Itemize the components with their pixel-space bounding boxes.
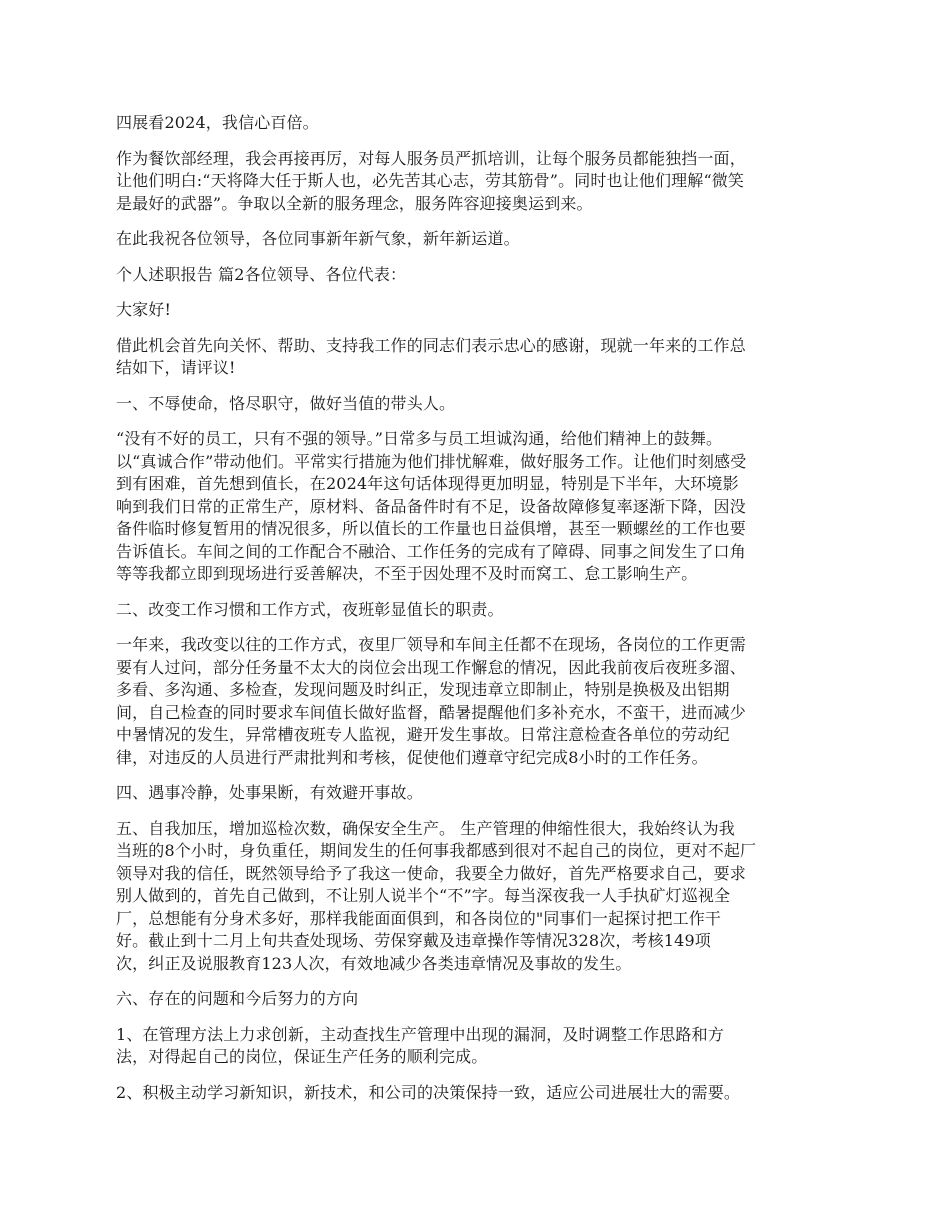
section-heading-4: 四、遇事冷静，处事果断，有效避开事故。: [116, 783, 423, 802]
paragraph-greeting: 大家好!: [116, 300, 172, 319]
document-body: [116, 112, 836, 1117]
section-heading-2: 二、改变工作习惯和工作方式，夜班彰显值长的职责。: [116, 599, 504, 619]
section-heading-6: 六、存在的问题和今后努力的方向: [116, 989, 359, 1008]
paragraph-manager-plan: 作为餐饮部经理，我会再接再厉，对每人服务员严抓培训，让每个服务员都能独挡一面， 让他们明白:“天将降大任于斯人也，必先苦其心志，劳其筋骨”。同时也让他们理解“微笑 是最好的武器”。争取以全新的服务理念，服务阵容迎接奥运到来。: [116, 148, 746, 213]
list-item-2: 2、积极主动学习新知识，新技术，和公司的决策保持一致，适应公司进展壮大的需要。: [116, 1082, 741, 1102]
section-heading-1: 一、不辱使命，恪尽职守，做好当值的带头人。: [116, 393, 456, 413]
paragraph-outlook: 四展看2024，我信心百倍。: [116, 113, 319, 132]
paragraph-section-5: 五、自我加压，增加巡检次数，确保安全生产。 生产管理的伸缩性很大，我始终认为我 当班的8个小时，身负重任，期间发生的任何事我都感到很对不起自己的岗位，更对不起厂 领导对我的信任，既然领导给予了我这一使命，我要全力做好，首先严格要求自己，要求 别人做到的，首先自己做到，不让别人说半个“不”字。每当深夜我一人手执矿灯巡视全 厂，总想能有分身术多好，那样我能面面俱到，和各岗位的"同事们一起探讨把工作干 好。截止到十二月上旬共查处现场、劳保穿戴及违章操作等情况328次，考核149项 次，纠正及说服教育123人次，有效地减少各类违章情况及事故的发生。: [116, 818, 757, 973]
paragraph-section-2: 一年来，我改变以往的工作方式，夜里厂领导和车间主任都不在现场，各岗位的工作更需 要有人过问，部分任务量不太大的岗位会出现工作懈怠的情况，因此我前夜后夜班多溜、 多看、多沟通、多检查，发现问题及时纠正，发现违章立即制止，特别是换极及出铝期 间，自己检查的同时要求车间值长做好监督，酷暑提醒他们多补充水，不蛮干，进而减少 中暑情况的发生，异常槽夜班专人监视，避开发生事故。日常注意检查各单位的劳动纪 律，对违反的人员进行严肃批判和考核，促使他们遵章守纪完成8小时的工作任务。: [116, 635, 746, 767]
paragraph-new-year-wish: 在此我祝各位领导，各位同事新年新气象，新年新运道。: [116, 229, 520, 248]
paragraph-thanks: 借此机会首先向关怀、帮助、支持我工作的同志们表示忠心的感谢，现就一年来的工作总 结如下，请评议!: [116, 335, 746, 377]
list-item-1: 1、在管理方法上力求创新，主动查找生产管理中出现的漏洞，及时调整工作思路和方 法，对得起自己的岗位，保证生产任务的顺利完成。: [116, 1024, 724, 1066]
paragraph-section-1: “没有不好的员工，只有不强的领导。”日常多与员工坦诚沟通，给他们精神上的鼓舞。 以“真诚合作”带动他们。平常实行措施为他们排忧解难，做好服务工作。让他们时刻感受 到有困难，首先想到值长，在2024年这句话体现得更加明显，特别是下半年，大环境影 响到我们日常的正常生产，原材料、备品备件时有不足，设备故障修复率逐渐下降，因没 备件临时修复暂用的情况很多，所以值长的工作量也日益俱增，甚至一颗螺丝的工作也要 告诉值长。车间之间的工作配合不融洽、工作任务的完成有了障碍、同事之间发生了口角 等等我都立即到现场进行妥善解决，不至于因处理不及时而窝工、怠工影响生产。: [116, 429, 747, 583]
paragraph-report-heading: 个人述职报告 篇2各位领导、各位代表：: [116, 264, 407, 284]
